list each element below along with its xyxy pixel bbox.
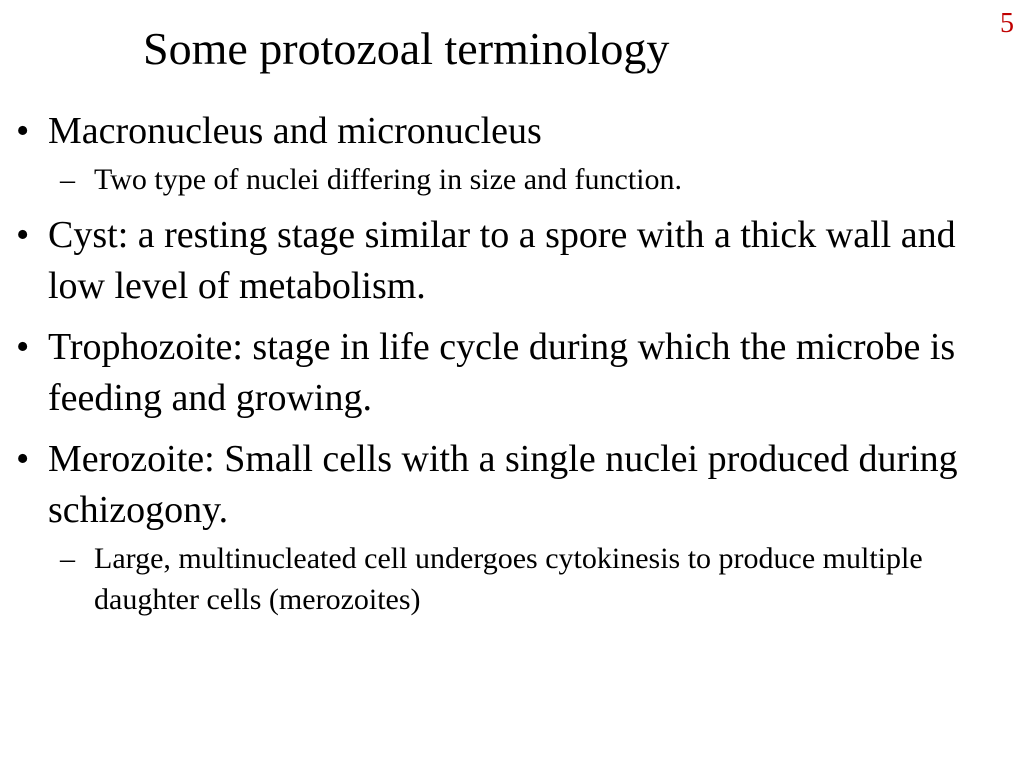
bullet-text: Trophozoite: stage in life cycle during which the microbe is feeding and growing. <box>48 326 956 419</box>
dash-icon: – <box>60 542 75 575</box>
page-number: 5 <box>1000 8 1014 39</box>
sub-bullet-text: Two type of nuclei differing in size and function. <box>94 163 683 196</box>
bullet-item-macronucleus <box>0 106 1014 200</box>
sub-bullet-item <box>48 538 954 620</box>
bullet-item-trophozoite <box>0 322 1014 424</box>
bullet-dot-icon: • <box>16 326 30 368</box>
bullet-dot-icon: • <box>16 214 30 256</box>
bullet-item-merozoite <box>0 434 1014 620</box>
bullet-dot-icon: • <box>16 438 30 480</box>
sub-bullet-list <box>48 159 1014 200</box>
bullet-text: Cyst: a resting stage similar to a spore with a thick wall and low level of metabolism. <box>48 214 956 307</box>
bullet-text: Merozoite: Small cells with a single nuclei produced during schizogony. <box>48 438 958 531</box>
bullet-dot-icon: • <box>16 110 30 152</box>
sub-bullet-list <box>48 538 1014 620</box>
bullet-list <box>0 106 1024 630</box>
sub-bullet-item <box>48 159 954 200</box>
slide-title: Some protozoal terminology <box>143 23 670 74</box>
bullet-text: Macronucleus and micronucleus <box>48 110 542 152</box>
dash-icon: – <box>60 163 75 196</box>
bullet-item-cyst <box>0 210 1014 312</box>
sub-bullet-text: Large, multinucleated cell undergoes cytokinesis to produce multiple daughter cells (merozoites) <box>94 542 923 616</box>
